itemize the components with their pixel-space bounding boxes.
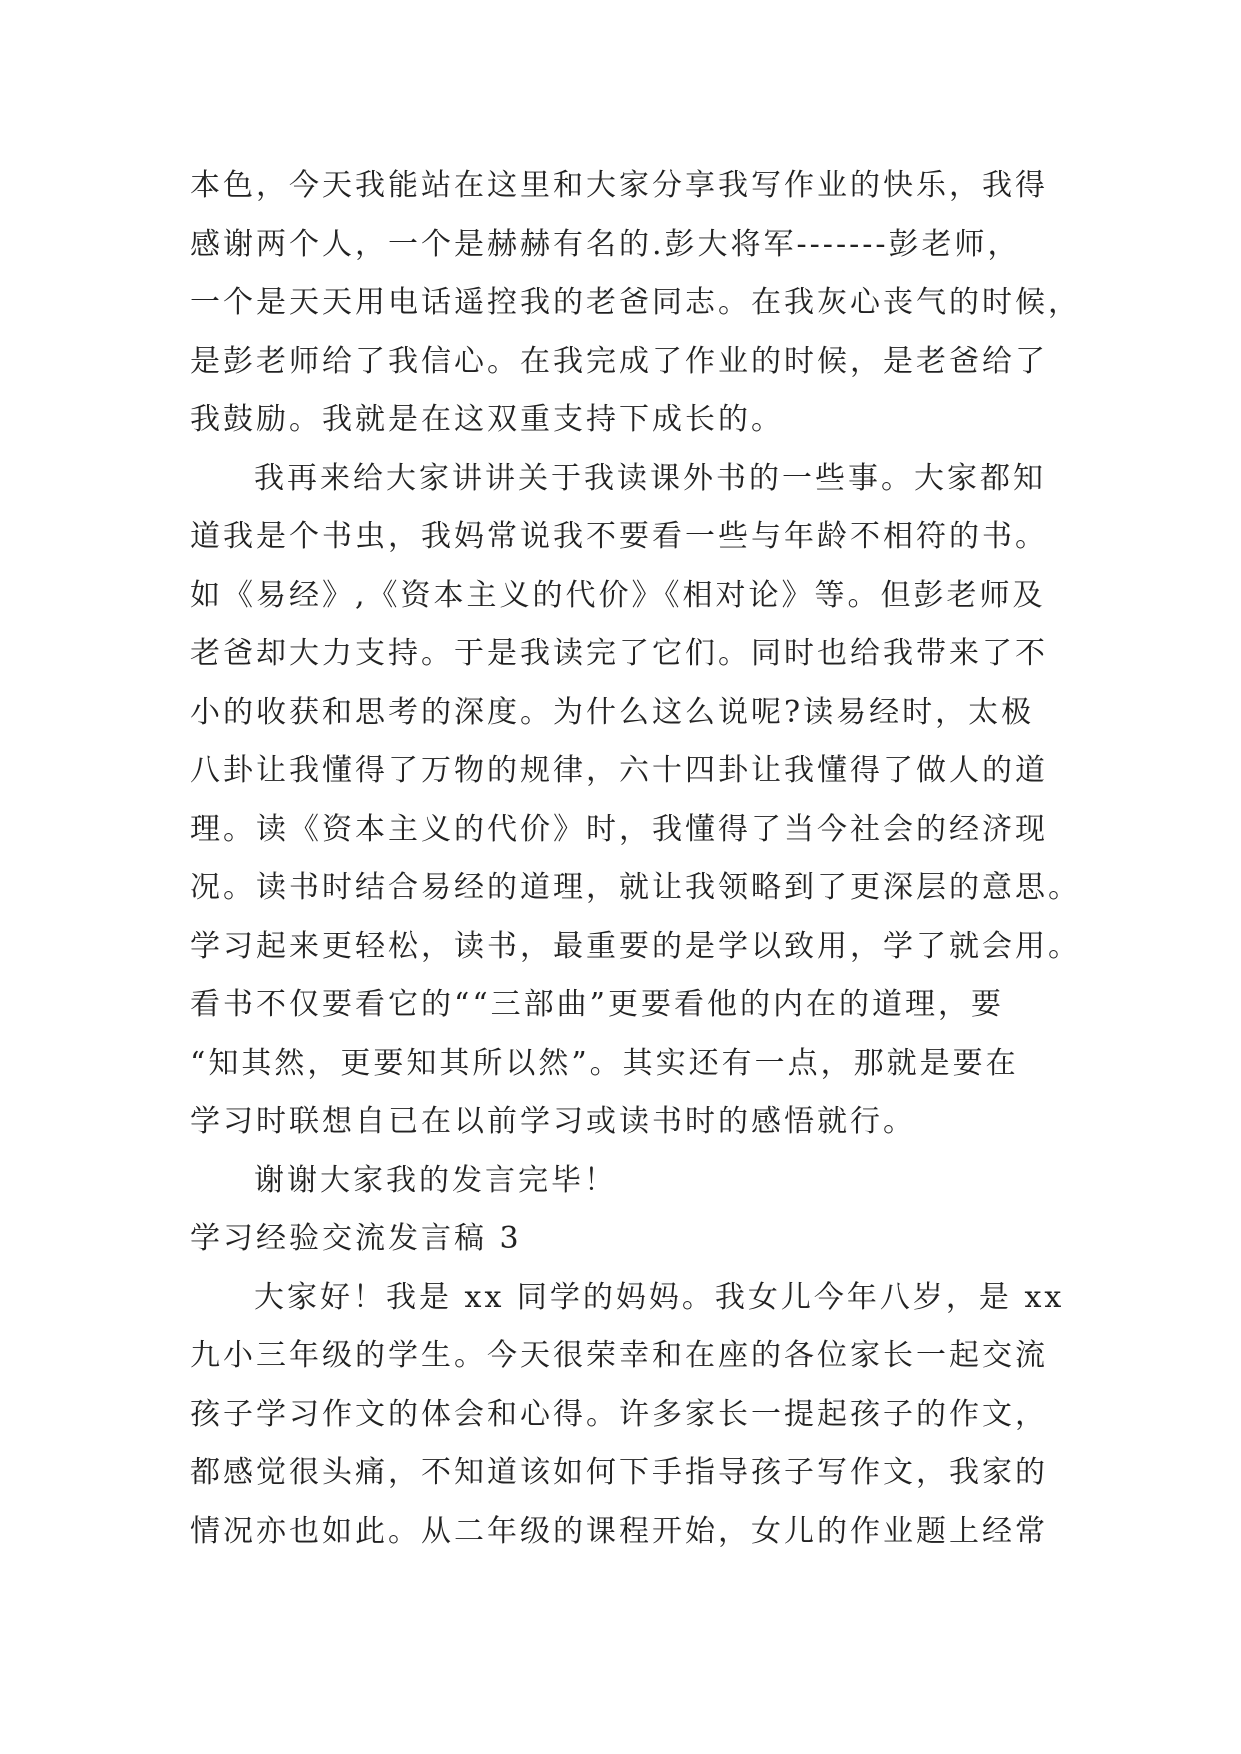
text-line: 是彭老师给了我信心。在我完成了作业的时候，是老爸给了 [190, 343, 1048, 379]
text-line: 如《易经》,《资本主义的代价》《相对论》等。但彭老师及 [190, 577, 1046, 613]
text-line: 小的收获和思考的深度。为什么这么说呢?读易经时，太极 [190, 694, 1035, 730]
text-line: 九小三年级的学生。今天很荣幸和在座的各位家长一起交流 [190, 1338, 1048, 1373]
text-line: 感谢两个人，一个是赫赫有名的.彭大将军-------彭老师， [190, 226, 1021, 262]
text-line: 都感觉很头痛，不知道该如何下手指导孩子写作文，我家的 [190, 1455, 1048, 1490]
text-line: 一个是天天用电话遥控我的老爸同志。在我灰心丧气的时候， [190, 285, 1081, 320]
text-line: 老爸却大力支持。于是我读完了它们。同时也给我带来了不 [190, 636, 1048, 671]
text-line: 况。读书时结合易经的道理，就让我领略到了更深层的意思。 [190, 870, 1081, 905]
document-body [190, 157, 1081, 1561]
section-heading: 学习经验交流发言稿 3 [190, 1221, 522, 1256]
text-line: 我鼓励。我就是在这双重支持下成长的。 [190, 402, 784, 437]
text-line: 本色，今天我能站在这里和大家分享我写作业的快乐，我得 [190, 168, 1048, 203]
text-line: 理。读《资本主义的代价》时，我懂得了当今社会的经济现 [190, 811, 1048, 847]
text-line: “知其然，更要知其所以然”。其实还有一点，那就是要在 [190, 1045, 1019, 1081]
text-line: 道我是个书虫，我妈常说我不要看一些与年龄不相符的书。 [190, 519, 1048, 554]
text-line: 情况亦也如此。从二年级的课程开始，女儿的作业题上经常 [190, 1513, 1048, 1549]
text-line: 看书不仅要看它的““三部曲”更要看他的内在的道理，要 [190, 987, 1005, 1022]
text-line: 学习时联想自已在以前学习或读书时的感悟就行。 [190, 1104, 916, 1139]
text-line: 孩子学习作文的体会和心得。许多家长一提起孩子的作文， [190, 1396, 1048, 1432]
text-line: 八卦让我懂得了万物的规律，六十四卦让我懂得了做人的道 [190, 753, 1048, 788]
text-line: 学习起来更轻松，读书，最重要的是学以致用，学了就会用。 [190, 928, 1081, 964]
text-line: 谢谢大家我的发言完毕！ [254, 1162, 617, 1198]
text-line: 我再来给大家讲讲关于我读课外书的一些事。大家都知 [254, 460, 1046, 496]
text-line: 大家好！我是 xx 同学的妈妈。我女儿今年八岁，是 xx [254, 1279, 1065, 1315]
